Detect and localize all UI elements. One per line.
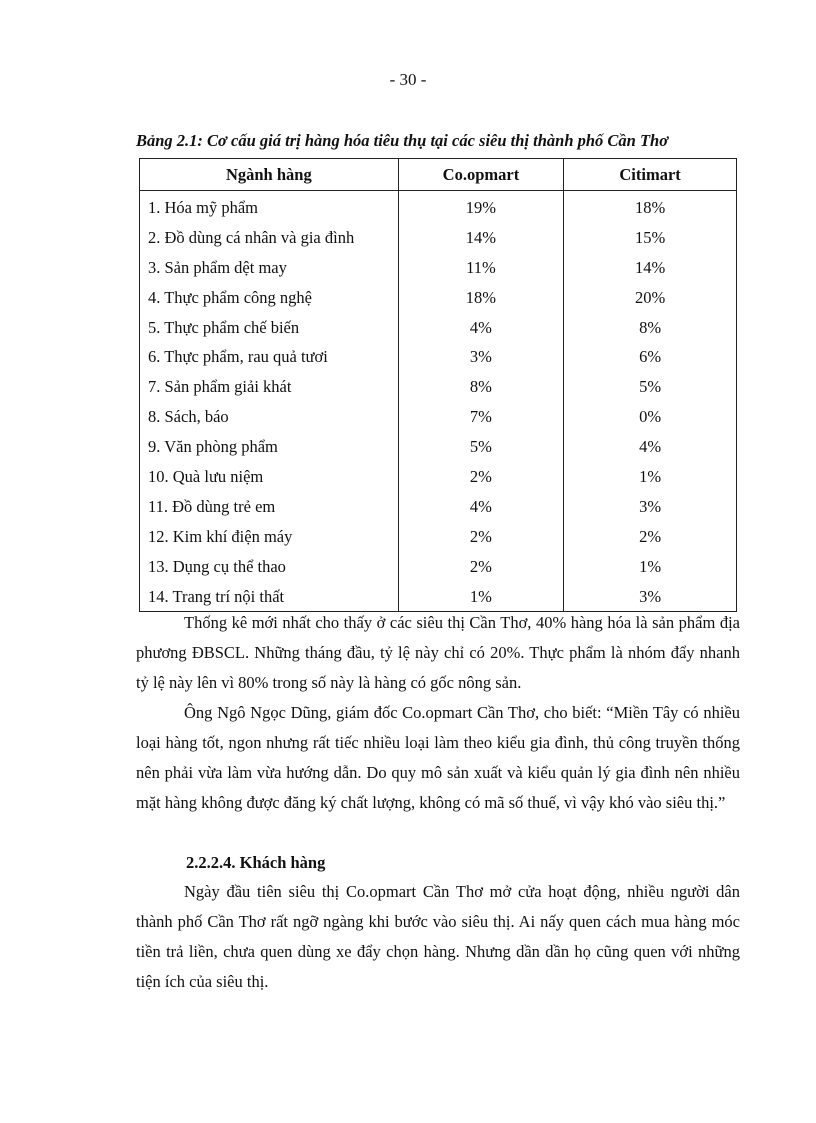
paragraph-3 [136,877,740,997]
table-row [140,522,737,552]
cell-citimart: 0% [564,402,737,432]
cell-category: 9. Văn phòng phẩm [140,432,399,462]
cell-coopmart: 7% [398,402,564,432]
table-row [140,283,737,313]
cell-citimart: 5% [564,372,737,402]
cell-coopmart: 4% [398,492,564,522]
section-heading: 2.2.2.4. Khách hàng [186,853,326,872]
paragraph-2-text: Ông Ngô Ngọc Dũng, giám đốc Co.opmart Cần Thơ, cho biết: “Miền Tây có nhiều loại hàng tốt, ngon nhưng rất tiếc nhiều loại làm theo kiểu gia đình, thủ công truyền thống nên phải vừa làm vừa hướng dẫn. Do quy mô sản xuất và kiểu quản lý gia đình nên nhiều mặt hàng không được đăng ký chất lượng, không có mã số thuế, vì vậy khó vào siêu thị.” [136,703,740,812]
page-number: - 30 - [389,70,427,89]
column-header-category: Ngành hàng [140,159,399,191]
cell-citimart: 1% [564,462,737,492]
cell-category: 2. Đồ dùng cá nhân và gia đình [140,223,399,253]
cell-citimart: 8% [564,313,737,343]
cell-citimart: 3% [564,582,737,612]
table-row [140,253,737,283]
cell-category: 11. Đồ dùng trẻ em [140,492,399,522]
table-row [140,432,737,462]
cell-coopmart: 11% [398,253,564,283]
cell-citimart: 20% [564,283,737,313]
cell-citimart: 1% [564,552,737,582]
cell-coopmart: 4% [398,313,564,343]
cell-coopmart: 3% [398,342,564,372]
cell-citimart: 4% [564,432,737,462]
table-row [140,552,737,582]
cell-citimart: 15% [564,223,737,253]
column-header-coopmart: Co.opmart [398,159,564,191]
cell-category: 14. Trang trí nội thất [140,582,399,612]
cell-citimart: 3% [564,492,737,522]
column-header-citimart: Citimart [564,159,737,191]
table-row [140,462,737,492]
cell-category: 13. Dụng cụ thể thao [140,552,399,582]
cell-coopmart: 1% [398,582,564,612]
paragraph-3-text: Ngày đầu tiên siêu thị Co.opmart Cần Thơ mở cửa hoạt động, nhiều người dân thành phố Cần Thơ rất ngỡ ngàng khi bước vào siêu thị. Ai nấy quen cách mua hàng móc tiền trả liền, chưa quen dùng xe đẩy chọn hàng. Nhưng dần dần họ cũng quen với những tiện ích của siêu thị. [136,882,740,991]
table-row [140,372,737,402]
cell-category: 3. Sản phẩm dệt may [140,253,399,283]
table-body [140,191,737,612]
cell-coopmart: 2% [398,552,564,582]
cell-coopmart: 8% [398,372,564,402]
paragraph-2 [136,698,740,818]
cell-category: 6. Thực phẩm, rau quả tươi [140,342,399,372]
cell-category: 10. Quà lưu niệm [140,462,399,492]
cell-coopmart: 14% [398,223,564,253]
cell-coopmart: 19% [398,191,564,223]
cell-category: 5. Thực phẩm chế biến [140,313,399,343]
cell-citimart: 6% [564,342,737,372]
cell-category: 7. Sản phẩm giải khát [140,372,399,402]
table-row [140,342,737,372]
cell-coopmart: 2% [398,462,564,492]
table-row [140,223,737,253]
table-row [140,313,737,343]
cell-category: 8. Sách, báo [140,402,399,432]
cell-citimart: 14% [564,253,737,283]
table-row [140,492,737,522]
cell-citimart: 18% [564,191,737,223]
cell-coopmart: 18% [398,283,564,313]
cell-coopmart: 5% [398,432,564,462]
table-row [140,402,737,432]
cell-coopmart: 2% [398,522,564,552]
cell-citimart: 2% [564,522,737,552]
cell-category: 1. Hóa mỹ phẩm [140,191,399,223]
table-caption: Bảng 2.1: Cơ cấu giá trị hàng hóa tiêu thụ tại các siêu thị thành phố Cần Thơ [136,131,669,150]
table-row [140,191,737,223]
table-header-row [140,159,737,191]
paragraph-1-text: Thống kê mới nhất cho thấy ở các siêu thị Cần Thơ, 40% hàng hóa là sản phẩm địa phương ĐBSCL. Những tháng đầu, tỷ lệ này chỉ có 20%. Thực phẩm là nhóm đẩy nhanh tỷ lệ này lên vì 80% trong số này là hàng có gốc nông sản. [136,613,740,692]
cell-category: 12. Kim khí điện máy [140,522,399,552]
cell-category: 4. Thực phẩm công nghệ [140,283,399,313]
paragraph-1 [136,608,740,698]
data-table [139,158,737,612]
